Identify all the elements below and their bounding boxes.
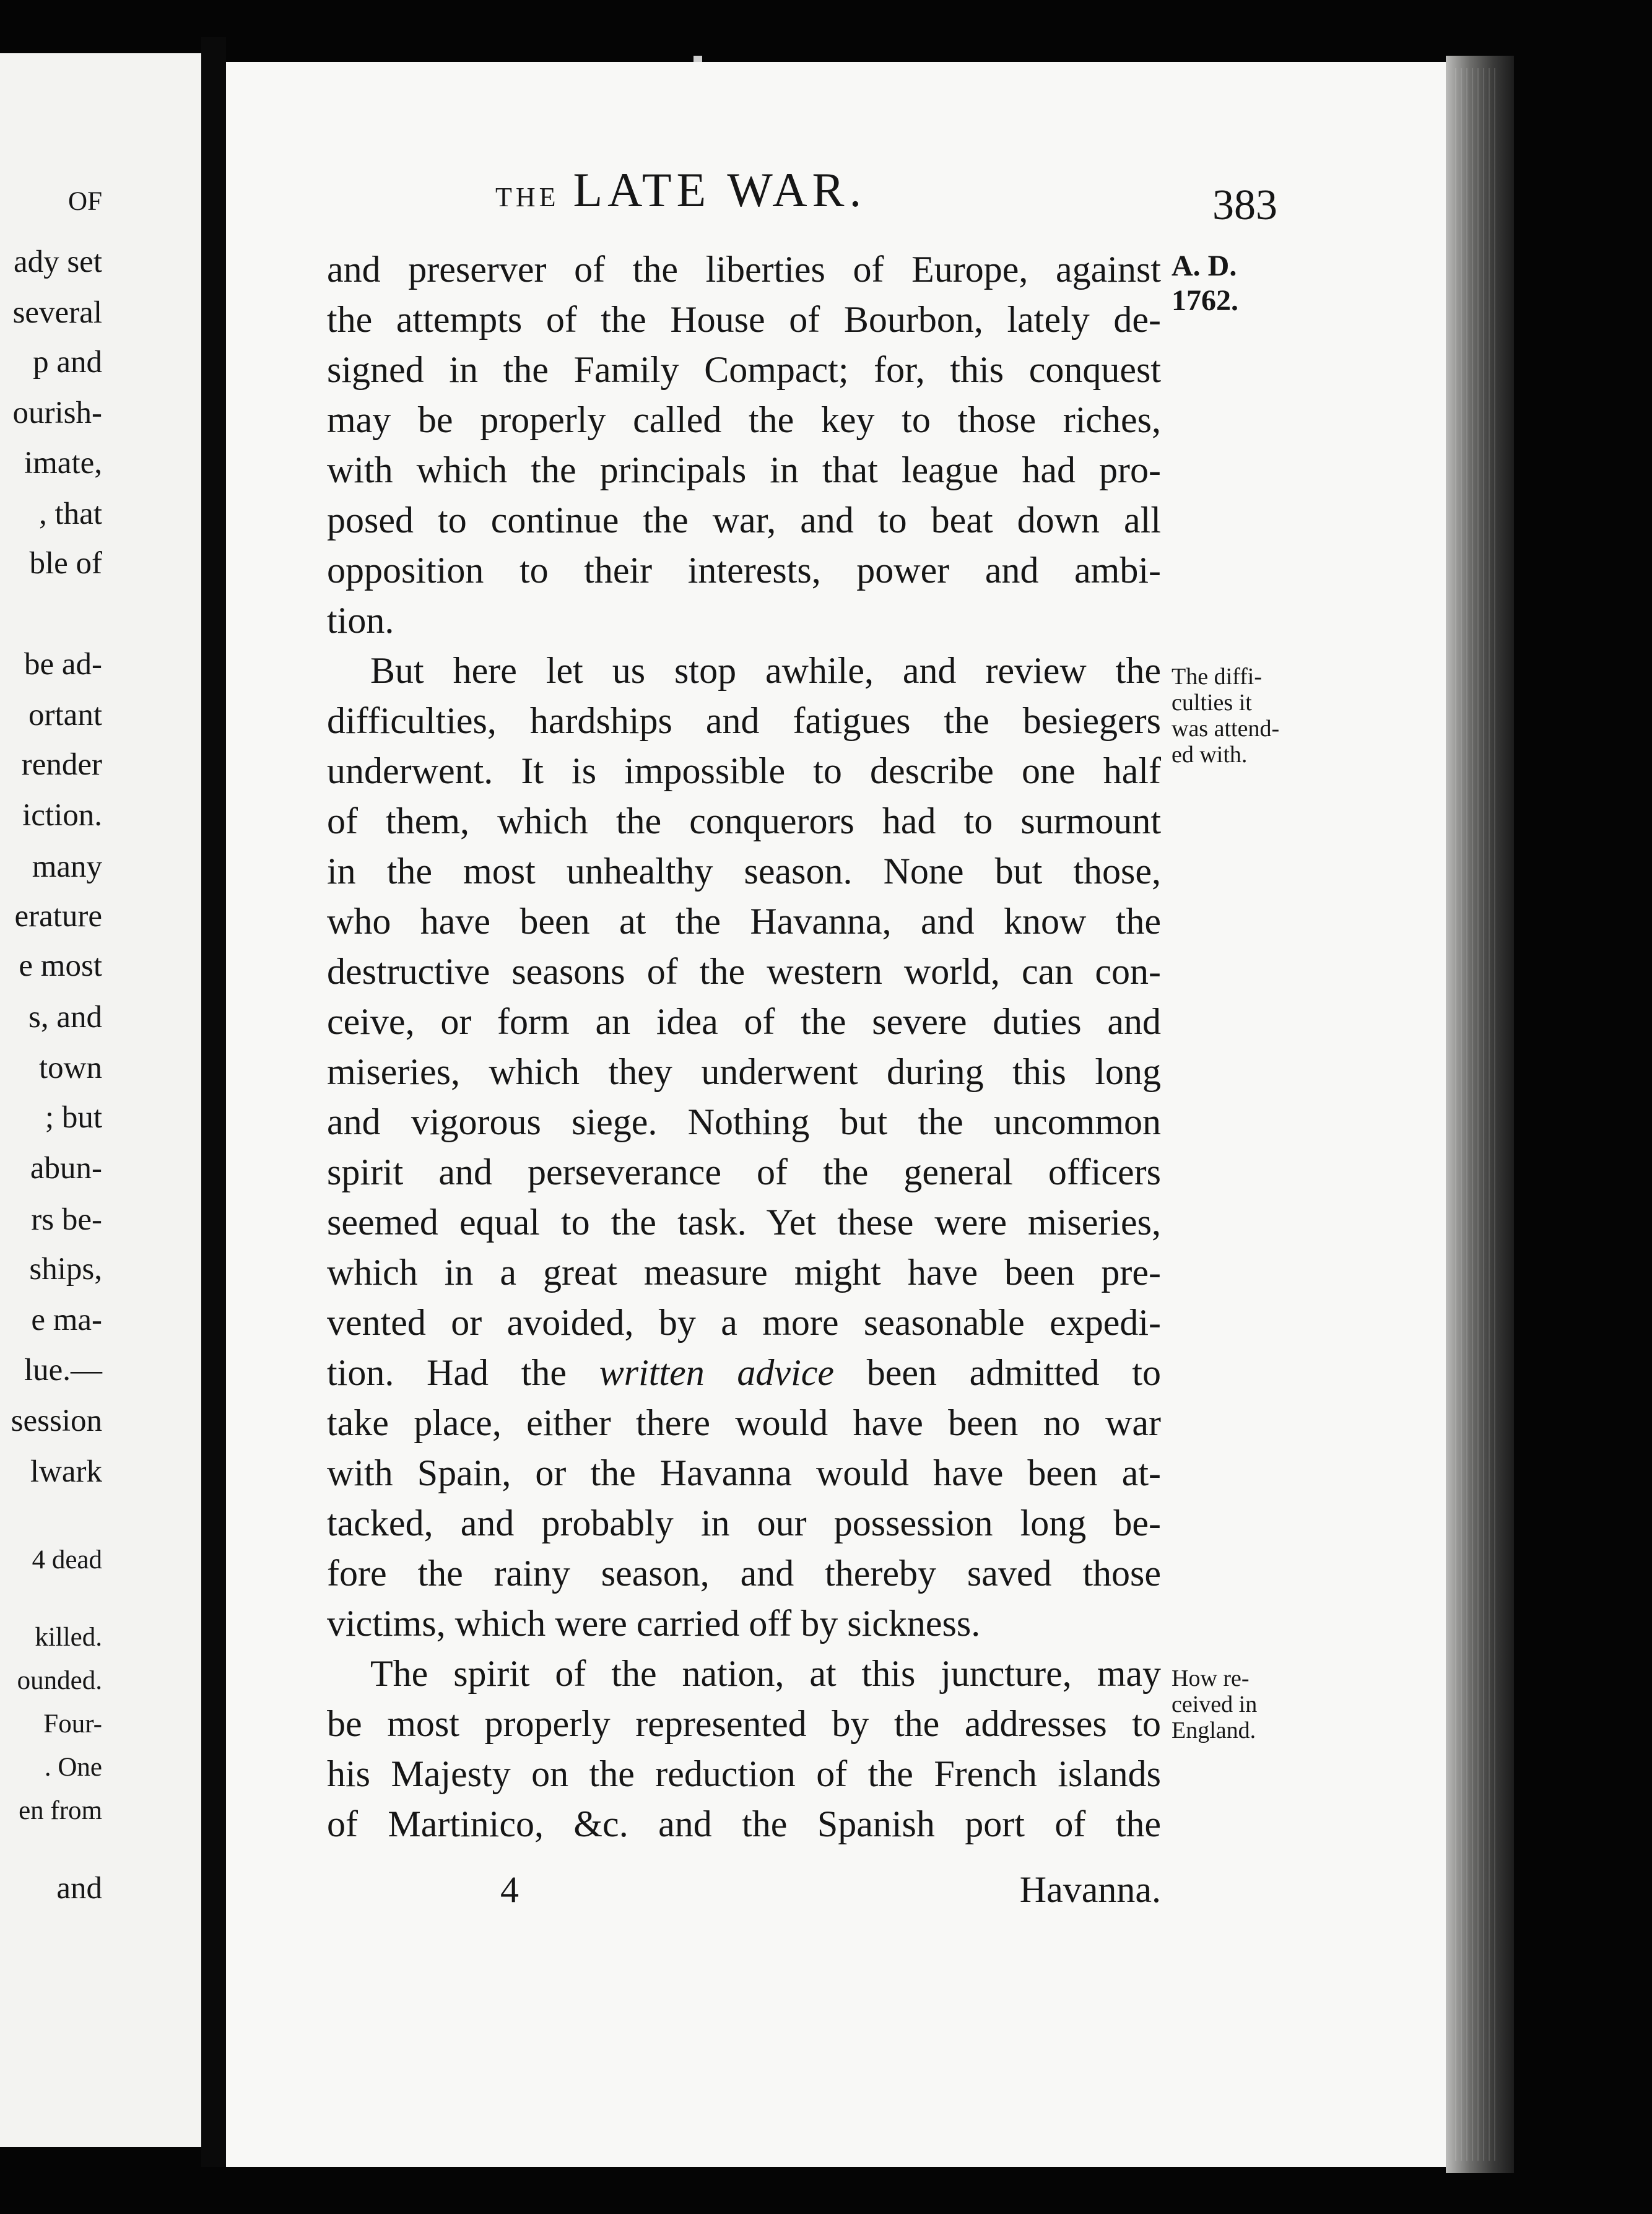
signature-mark: 4 [500,1869,519,1910]
text-line: destructive seasons of the western world, can con- [327,951,1161,992]
text-line: opposition to their interests, power and ambi- [327,550,1161,591]
text-line: of them, which the conquerors had to surmount [327,801,1161,841]
italic-phrase: written advice [599,1352,834,1393]
text-line: vented or avoided, by a more seasonable expedi- [327,1302,1161,1343]
facing-page-line: abun- [30,1151,102,1186]
text-segment: been admitted to [834,1352,1161,1393]
text-line: spirit and perseverance of the general officers [327,1152,1161,1192]
text-line: and vigorous siege. Nothing but the uncommon [327,1101,1161,1142]
running-header [495,162,866,218]
text-line: of Martinico, &c. and the Spanish port of the [327,1804,1161,1844]
facing-page-line: killed. [35,1623,102,1652]
facing-page-line: en from [19,1796,102,1825]
margin-note-line: 1762. [1172,284,1238,317]
facing-page-line: ortant [28,698,102,732]
text-line: may be properly called the key to those riches, [327,399,1161,440]
text-line: which in a great measure might have been pre- [327,1252,1161,1293]
facing-page-line: rs be- [31,1202,102,1237]
year-margin-note [1172,249,1238,318]
text-line: The spirit of the nation, at this juncture, may [370,1653,1161,1694]
page-number: 383 [1212,181,1277,229]
facing-page-line: ships, [29,1252,102,1287]
body-text [327,245,1161,1849]
text-line [327,1348,1161,1398]
facing-page-line: . One [44,1753,102,1782]
text-line: who have been at the Havanna, and know the [327,901,1161,942]
text-line: with Spain, or the Havanna would have been at- [327,1452,1161,1493]
facing-page-line: many [32,849,102,884]
facing-page-line: 4 dead [32,1545,102,1574]
text-line: take place, either there would have been no war [327,1402,1161,1443]
facing-page-line: ounded. [17,1666,102,1695]
facing-page-line: ourish- [12,396,102,430]
facing-page-line: session [11,1404,102,1438]
facing-page-fragment [0,53,201,2147]
text-line: seemed equal to the task. Yet these were miseries, [327,1202,1161,1243]
facing-page-line: ble of [29,546,102,581]
catchword: Havanna. [1019,1869,1161,1910]
margin-note-line: ed with. [1172,742,1248,768]
margin-note [1172,664,1279,768]
text-line: miseries, which they underwent during this long [327,1051,1161,1092]
facing-page-line: and [56,1871,102,1906]
facing-page-line: e most [19,949,102,983]
text-line: with which the principals in that league had pro- [327,449,1161,490]
text-line: and preserver of the liberties of Europe, against [327,249,1161,290]
facing-page-line: s, and [28,1000,102,1035]
facing-page-line: iction. [22,798,102,833]
book-gutter [201,37,226,2167]
facing-page-line: lue.— [24,1353,102,1387]
text-line: tacked, and probably in our possession long be- [327,1503,1161,1543]
text-line: posed to continue the war, and to beat down all [327,500,1161,540]
text-line: ceive, or form an idea of the severe duties and [327,1001,1161,1042]
margin-note-line: culties it [1172,690,1252,716]
text-line: the attempts of the House of Bourbon, lately de- [327,299,1161,340]
margin-note-line: England. [1172,1717,1256,1743]
text-line: But here let us stop awhile, and review the [370,650,1161,691]
facing-page-line: ; but [45,1100,102,1135]
text-line: fore the rainy season, and thereby saved those [327,1553,1161,1594]
margin-note-line: The diffi- [1172,664,1262,690]
text-line: difficulties, hardships and fatigues the besiegers [327,700,1161,741]
facing-page-line: ady set [13,245,102,279]
facing-page-line: several [12,295,102,330]
facing-page-line: OF [68,187,102,216]
facing-page-line: lwark [30,1454,102,1489]
text-line: his Majesty on the reduction of the French islands [327,1753,1161,1794]
text-line: victims, which were carried off by sickness. [327,1603,981,1644]
text-line: in the most unhealthy season. None but those, [327,851,1161,892]
margin-note-line: was attend- [1172,716,1280,742]
facing-page-line: p and [33,345,102,380]
facing-page-line: e ma- [31,1303,102,1337]
page-footer [327,1865,1161,1915]
facing-page-line: town [39,1051,102,1085]
text-segment: tion. Had the [327,1352,599,1393]
text-line: tion. [327,600,394,641]
text-line: underwent. It is impossible to describe one half [327,750,1161,791]
facing-page-line: , that [39,497,102,531]
margin-note-line: ceived in [1172,1691,1258,1717]
facing-page-line: imate, [24,446,102,480]
text-line: signed in the Family Compact; for, this conquest [327,349,1161,390]
page-edge-lines [1455,68,1498,2161]
running-header-prefix: THE [495,182,560,212]
margin-note-line: How re- [1172,1665,1250,1691]
facing-page-line: render [21,747,102,782]
paper-smudge [693,56,702,62]
facing-page-line: be ad- [24,647,102,682]
margin-note [1172,1665,1257,1743]
running-header-title: LATE WAR. [573,163,867,217]
text-line: be most properly represented by the addresses to [327,1703,1161,1744]
facing-page-line: Four- [43,1709,102,1739]
facing-page-line: erature [14,899,102,934]
margin-note-line: A. D. [1172,250,1237,282]
